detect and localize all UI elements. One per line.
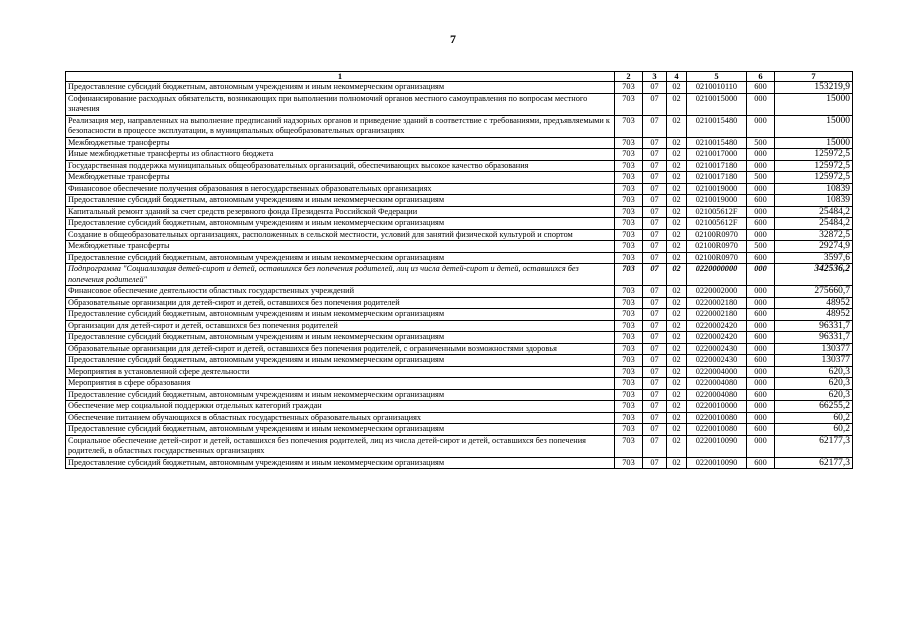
row-name: Подпрограмма "Социализация детей-сирот и детей, оставшихся без попечения родителей, лиц из числа детей-сирот и детей, оставшихся без попечения родителей" [66,264,615,286]
row-admin-code: 703 [615,286,643,298]
row-admin-code: 703 [615,218,643,230]
table-row [66,389,853,401]
row-name: Предоставление субсидий бюджетным, автономным учреждениям и иным некоммерческим организациям [66,424,615,436]
table-row [66,378,853,390]
row-admin-code: 703 [615,457,643,469]
table-row [66,297,853,309]
row-section: 07 [643,424,667,436]
table-row [66,320,853,332]
table-row [66,137,853,149]
row-target-article: 0220010090 [687,457,747,469]
row-amount: 25484,2 [775,206,853,218]
row-subsection: 02 [667,137,687,149]
row-section: 07 [643,366,667,378]
row-name: Мероприятия в установленной сфере деятельности [66,366,615,378]
row-amount: 60,2 [775,424,853,436]
row-target-article: 0220002430 [687,355,747,367]
row-admin-code: 703 [615,355,643,367]
row-subsection: 02 [667,195,687,207]
row-amount: 125972,5 [775,172,853,184]
row-subsection: 02 [667,424,687,436]
row-expense-type: 000 [747,206,775,218]
row-expense-type: 600 [747,457,775,469]
row-admin-code: 703 [615,183,643,195]
row-target-article: 0220010000 [687,401,747,413]
row-expense-type: 600 [747,252,775,264]
row-section: 07 [643,82,667,94]
table-row [66,286,853,298]
row-target-article: 0210015480 [687,137,747,149]
row-admin-code: 703 [615,149,643,161]
row-subsection: 02 [667,149,687,161]
row-amount: 15000 [775,115,853,137]
row-amount: 342536,2 [775,264,853,286]
row-target-article: 0220002000 [687,286,747,298]
row-amount: 153219,9 [775,82,853,94]
row-amount: 10839 [775,183,853,195]
row-name: Предоставление субсидий бюджетным, автономным учреждениям и иным некоммерческим организациям [66,457,615,469]
row-target-article: 0210015000 [687,93,747,115]
row-expense-type: 000 [747,435,775,457]
table-row [66,160,853,172]
row-amount: 15000 [775,137,853,149]
row-admin-code: 703 [615,115,643,137]
table-row [66,229,853,241]
row-name: Межбюджетные трансферты [66,137,615,149]
row-target-article: 0210019000 [687,183,747,195]
row-target-article: 0220010080 [687,424,747,436]
row-admin-code: 703 [615,378,643,390]
row-admin-code: 703 [615,412,643,424]
row-subsection: 02 [667,355,687,367]
row-section: 07 [643,457,667,469]
row-target-article: 0220004000 [687,366,747,378]
row-section: 07 [643,183,667,195]
row-name: Обеспечение питанием обучающихся в областных государственных образовательных организациях [66,412,615,424]
row-subsection: 02 [667,320,687,332]
row-expense-type: 000 [747,412,775,424]
row-expense-type: 000 [747,297,775,309]
row-subsection: 02 [667,457,687,469]
row-expense-type: 600 [747,332,775,344]
row-amount: 25484,2 [775,218,853,230]
row-admin-code: 703 [615,82,643,94]
row-section: 07 [643,115,667,137]
row-expense-type: 500 [747,172,775,184]
table-row [66,424,853,436]
row-section: 07 [643,297,667,309]
row-admin-code: 703 [615,332,643,344]
header-cell: 2 [615,72,643,82]
row-expense-type: 000 [747,160,775,172]
table-row [66,332,853,344]
row-expense-type: 600 [747,424,775,436]
row-admin-code: 703 [615,309,643,321]
row-subsection: 02 [667,264,687,286]
header-cell: 6 [747,72,775,82]
row-section: 07 [643,355,667,367]
row-expense-type: 000 [747,93,775,115]
row-amount: 130377 [775,355,853,367]
table-row [66,309,853,321]
row-section: 07 [643,160,667,172]
row-name: Предоставление субсидий бюджетным, автономным учреждениям и иным некоммерческим организациям [66,355,615,367]
table-row [66,412,853,424]
row-admin-code: 703 [615,229,643,241]
row-subsection: 02 [667,286,687,298]
row-subsection: 02 [667,343,687,355]
row-name: Финансовое обеспечение деятельности областных государственных учреждений [66,286,615,298]
table-row [66,115,853,137]
row-target-article: 02100R0970 [687,241,747,253]
row-amount: 32872,5 [775,229,853,241]
row-amount: 60,2 [775,412,853,424]
header-cell: 1 [66,72,615,82]
row-amount: 29274,9 [775,241,853,253]
row-target-article: 0220000000 [687,264,747,286]
row-admin-code: 703 [615,424,643,436]
row-target-article: 0210017000 [687,149,747,161]
row-section: 07 [643,229,667,241]
row-name: Образовательные организации для детей-сирот и детей, оставшихся без попечения родителей, с ограниченными возможностями здоровья [66,343,615,355]
row-target-article: 021005612F [687,218,747,230]
row-admin-code: 703 [615,389,643,401]
table-row [66,366,853,378]
row-expense-type: 600 [747,355,775,367]
row-amount: 62177,3 [775,435,853,457]
row-name: Предоставление субсидий бюджетным, автономным учреждениям и иным некоммерческим организациям [66,309,615,321]
row-name: Финансовое обеспечение получения образования в негосударственных образовательных организациях [66,183,615,195]
row-amount: 15000 [775,93,853,115]
table-row [66,218,853,230]
row-amount: 620,3 [775,389,853,401]
table-header-row [66,72,853,82]
row-expense-type: 000 [747,366,775,378]
row-target-article: 0220004080 [687,378,747,390]
table-row [66,149,853,161]
row-expense-type: 600 [747,218,775,230]
row-section: 07 [643,137,667,149]
row-section: 07 [643,241,667,253]
row-admin-code: 703 [615,435,643,457]
row-admin-code: 703 [615,160,643,172]
row-admin-code: 703 [615,264,643,286]
row-expense-type: 000 [747,115,775,137]
row-section: 07 [643,389,667,401]
row-subsection: 02 [667,93,687,115]
row-target-article: 0220010090 [687,435,747,457]
row-target-article: 0220002180 [687,297,747,309]
row-expense-type: 000 [747,401,775,413]
row-target-article: 0220004080 [687,389,747,401]
row-target-article: 0220002180 [687,309,747,321]
row-name: Софинансирование расходных обязательств, возникающих при выполнении полномочий органов местного самоуправления по вопросам местного значения [66,93,615,115]
row-target-article: 02100R0970 [687,229,747,241]
row-expense-type: 000 [747,183,775,195]
row-subsection: 02 [667,378,687,390]
row-subsection: 02 [667,115,687,137]
table-row [66,343,853,355]
row-expense-type: 500 [747,137,775,149]
row-expense-type: 000 [747,264,775,286]
row-admin-code: 703 [615,252,643,264]
row-name: Предоставление субсидий бюджетным, автономным учреждениям и иным некоммерческим организациям [66,332,615,344]
header-cell: 3 [643,72,667,82]
table-row [66,457,853,469]
row-amount: 10839 [775,195,853,207]
row-section: 07 [643,320,667,332]
row-section: 07 [643,412,667,424]
row-subsection: 02 [667,366,687,378]
row-section: 07 [643,378,667,390]
table-row [66,252,853,264]
row-target-article: 0210017180 [687,172,747,184]
row-admin-code: 703 [615,137,643,149]
row-amount: 275660,7 [775,286,853,298]
page-number: 7 [450,32,456,46]
row-expense-type: 000 [747,149,775,161]
row-admin-code: 703 [615,195,643,207]
row-expense-type: 600 [747,309,775,321]
table-row [66,435,853,457]
row-section: 07 [643,195,667,207]
row-subsection: 02 [667,206,687,218]
row-subsection: 02 [667,297,687,309]
row-subsection: 02 [667,252,687,264]
row-subsection: 02 [667,241,687,253]
row-name: Предоставление субсидий бюджетным, автономным учреждениям и иным некоммерческим организациям [66,252,615,264]
row-expense-type: 000 [747,343,775,355]
row-amount: 48952 [775,309,853,321]
row-admin-code: 703 [615,401,643,413]
row-section: 07 [643,264,667,286]
row-section: 07 [643,206,667,218]
row-section: 07 [643,286,667,298]
row-subsection: 02 [667,412,687,424]
row-target-article: 0210017180 [687,160,747,172]
row-amount: 125972,5 [775,149,853,161]
row-admin-code: 703 [615,297,643,309]
row-name: Государственная поддержка муниципальных общеобразовательных организаций, обеспечивающих высокое качество образования [66,160,615,172]
table-row [66,82,853,94]
row-subsection: 02 [667,401,687,413]
table-row [66,93,853,115]
row-subsection: 02 [667,435,687,457]
row-expense-type: 000 [747,320,775,332]
row-name: Образовательные организации для детей-сирот и детей, оставшихся без попечения родителей [66,297,615,309]
table-row [66,355,853,367]
row-section: 07 [643,309,667,321]
row-expense-type: 500 [747,241,775,253]
table-row [66,183,853,195]
row-admin-code: 703 [615,366,643,378]
row-expense-type: 600 [747,195,775,207]
budget-table [65,71,853,469]
row-subsection: 02 [667,332,687,344]
row-subsection: 02 [667,82,687,94]
row-target-article: 0220002420 [687,320,747,332]
row-name: Предоставление субсидий бюджетным, автономным учреждениям и иным некоммерческим организациям [66,82,615,94]
row-section: 07 [643,332,667,344]
row-target-article: 021005612F [687,206,747,218]
row-section: 07 [643,435,667,457]
row-name: Социальное обеспечение детей-сирот и детей, оставшихся без попечения родителей, лиц из числа детей-сирот и детей, оставшихся без попечения родителей, в областных государственных организациях [66,435,615,457]
row-amount: 130377 [775,343,853,355]
row-amount: 620,3 [775,366,853,378]
row-expense-type: 000 [747,378,775,390]
row-admin-code: 703 [615,172,643,184]
row-amount: 3597,6 [775,252,853,264]
row-amount: 125972,5 [775,160,853,172]
row-subsection: 02 [667,172,687,184]
row-section: 07 [643,343,667,355]
row-admin-code: 703 [615,206,643,218]
row-section: 07 [643,252,667,264]
row-subsection: 02 [667,160,687,172]
row-name: Предоставление субсидий бюджетным, автономным учреждениям и иным некоммерческим организациям [66,218,615,230]
row-subsection: 02 [667,389,687,401]
row-expense-type: 600 [747,389,775,401]
row-section: 07 [643,218,667,230]
row-amount: 48952 [775,297,853,309]
row-admin-code: 703 [615,241,643,253]
table-row [66,264,853,286]
row-section: 07 [643,93,667,115]
row-amount: 62177,3 [775,457,853,469]
row-expense-type: 600 [747,82,775,94]
table-row [66,206,853,218]
row-amount: 96331,7 [775,332,853,344]
row-section: 07 [643,149,667,161]
row-name: Иные межбюджетные трансферты из областного бюджета [66,149,615,161]
row-amount: 96331,7 [775,320,853,332]
row-name: Обеспечение мер социальной поддержки отдельных категорий граждан [66,401,615,413]
table-row [66,172,853,184]
table-row [66,401,853,413]
row-name: Организации для детей-сирот и детей, оставшихся без попечения родителей [66,320,615,332]
header-cell: 4 [667,72,687,82]
row-admin-code: 703 [615,93,643,115]
row-amount: 620,3 [775,378,853,390]
row-expense-type: 000 [747,229,775,241]
row-amount: 66255,2 [775,401,853,413]
row-target-article: 0210019000 [687,195,747,207]
row-name: Предоставление субсидий бюджетным, автономным учреждениям и иным некоммерческим организациям [66,195,615,207]
row-name: Создание в общеобразовательных организациях, расположенных в сельской местности, условий для занятий физической культурой и спортом [66,229,615,241]
row-target-article: 0220010080 [687,412,747,424]
row-name: Предоставление субсидий бюджетным, автономным учреждениям и иным некоммерческим организациям [66,389,615,401]
row-subsection: 02 [667,218,687,230]
row-name: Капитальный ремонт зданий за счет средств резервного фонда Президента Российской Федерации [66,206,615,218]
header-cell: 7 [775,72,853,82]
row-target-article: 0210015480 [687,115,747,137]
row-target-article: 0210010110 [687,82,747,94]
header-cell: 5 [687,72,747,82]
row-target-article: 0220002430 [687,343,747,355]
row-section: 07 [643,172,667,184]
row-subsection: 02 [667,229,687,241]
row-section: 07 [643,401,667,413]
table-row [66,195,853,207]
row-subsection: 02 [667,183,687,195]
row-subsection: 02 [667,309,687,321]
row-admin-code: 703 [615,320,643,332]
row-name: Мероприятия в сфере образования [66,378,615,390]
table-row [66,241,853,253]
row-name: Межбюджетные трансферты [66,241,615,253]
row-name: Реализация мер, направленных на выполнение предписаний надзорных органов и приведение зданий в соответствие с требованиями, предъявляемыми к безопасности в процессе эксплуатации, в муниципальных общеобразовательных организациях [66,115,615,137]
row-target-article: 02100R0970 [687,252,747,264]
row-expense-type: 000 [747,286,775,298]
row-admin-code: 703 [615,343,643,355]
row-target-article: 0220002420 [687,332,747,344]
row-name: Межбюджетные трансферты [66,172,615,184]
